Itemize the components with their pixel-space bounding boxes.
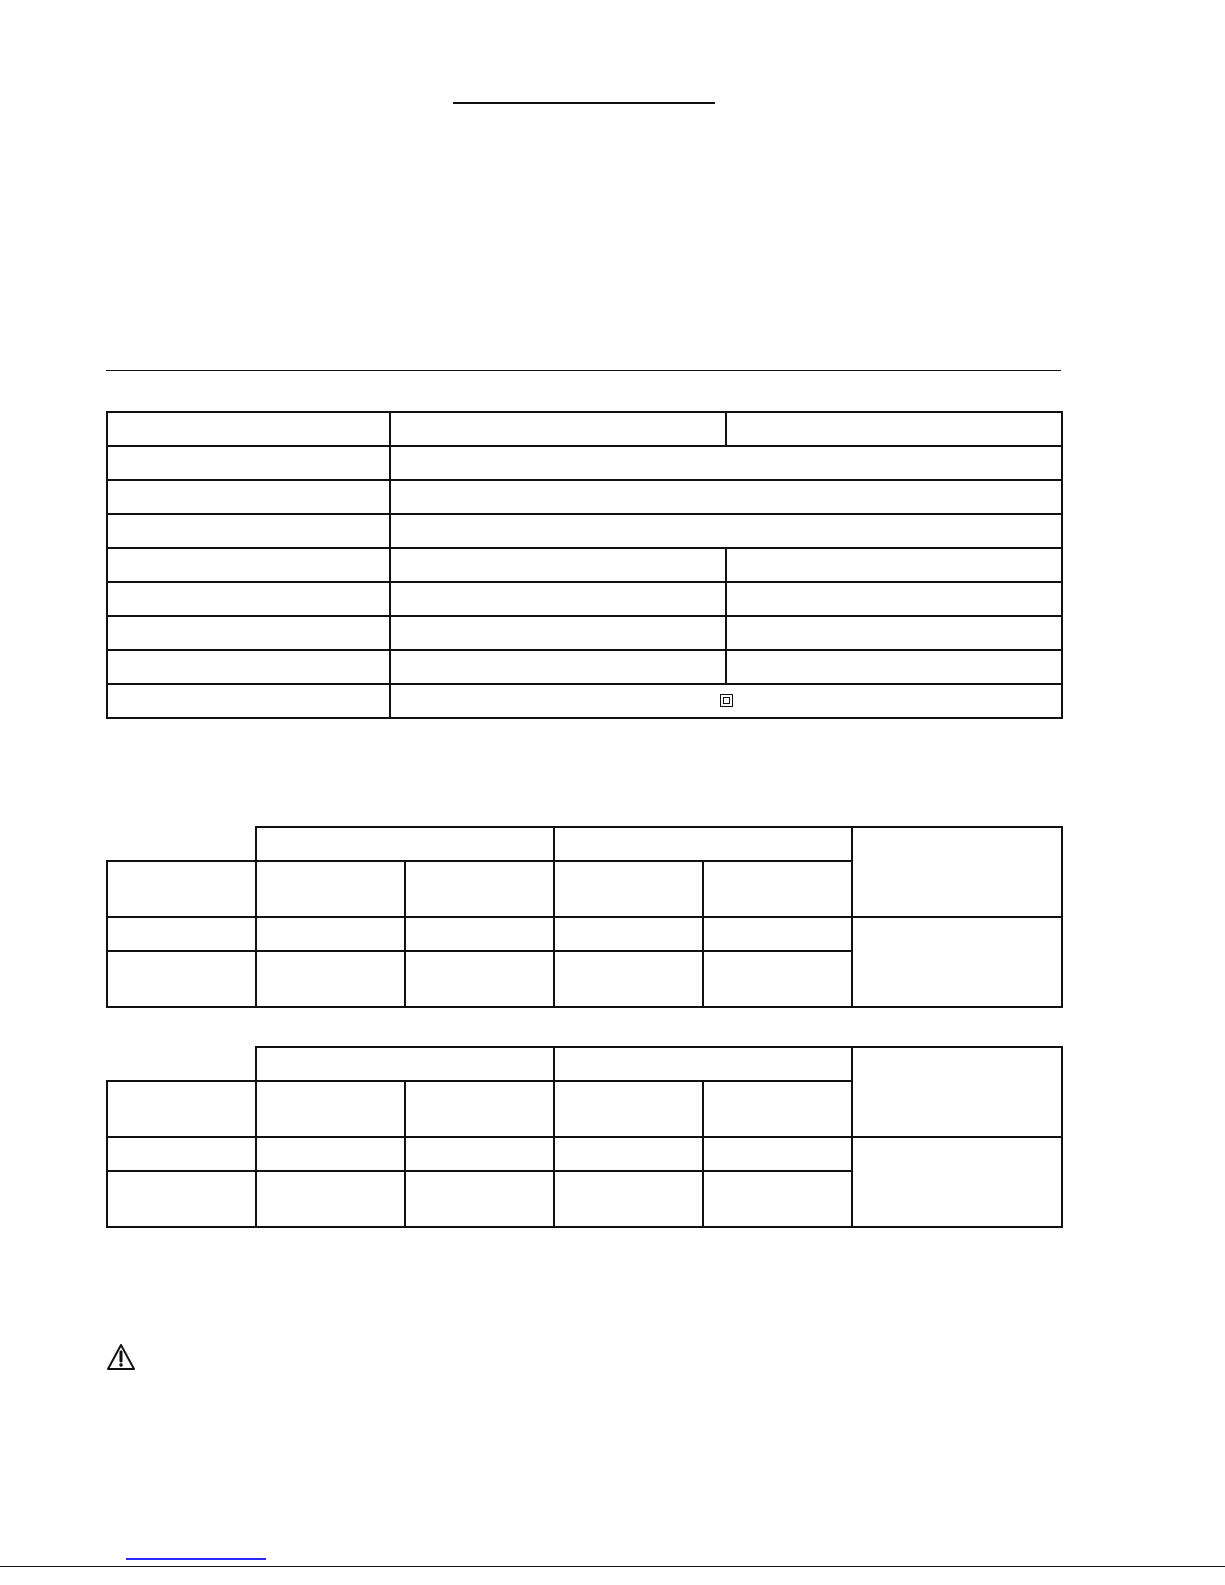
table-cell: [405, 951, 554, 1007]
table-cell: [256, 951, 405, 1007]
table-cell: [107, 1081, 256, 1137]
table-cell: [554, 1171, 703, 1227]
table-cell: [107, 582, 390, 616]
table-cell: [703, 1081, 852, 1137]
table-cell: [390, 412, 726, 446]
table-cell: [726, 548, 1062, 582]
table-row: [107, 446, 1062, 480]
table-cell: [726, 582, 1062, 616]
table-cell: [390, 514, 1062, 548]
table-cell: [703, 917, 852, 951]
footer-link-underline: [126, 1558, 266, 1560]
table-cell: [256, 1137, 405, 1171]
table-cell: [107, 412, 390, 446]
table-cell: [256, 827, 554, 861]
table-cell: [405, 1171, 554, 1227]
table-cell: [107, 951, 256, 1007]
section-divider: [106, 370, 1061, 371]
table-cell: [256, 1081, 405, 1137]
table-cell: [405, 1081, 554, 1137]
table-cell: [107, 480, 390, 514]
table-row: [107, 827, 1062, 861]
double-insulation-icon: [720, 694, 733, 707]
table-cell: [852, 1047, 1062, 1137]
table-cell: [554, 1081, 703, 1137]
table-cell: [390, 582, 726, 616]
table-cell: [554, 1137, 703, 1171]
table-row: [107, 582, 1062, 616]
table-cell: [256, 1047, 554, 1081]
table-cell: [256, 917, 405, 951]
table-cell: [405, 917, 554, 951]
title-underline: [453, 102, 715, 104]
table-cell: [390, 446, 1062, 480]
table-cell: [405, 1137, 554, 1171]
table-cell: [703, 951, 852, 1007]
table-cell: [852, 917, 1062, 1007]
table-cell: [852, 827, 1062, 917]
table-row: [107, 548, 1062, 582]
table-cell: [726, 616, 1062, 650]
table-cell: [107, 1047, 256, 1081]
table-row: [107, 917, 1062, 951]
vibration-table-1: [106, 826, 1063, 1008]
table-cell: [554, 1047, 852, 1081]
table-cell: [390, 616, 726, 650]
table-cell: [256, 861, 405, 917]
table-cell: [390, 650, 726, 684]
table-cell: [256, 1171, 405, 1227]
table-cell: [107, 514, 390, 548]
table-cell: [726, 650, 1062, 684]
table-cell: [554, 861, 703, 917]
table-cell: [107, 917, 256, 951]
table-cell: [107, 1137, 256, 1171]
table-cell: [703, 1137, 852, 1171]
warning-triangle-icon: [106, 1343, 136, 1371]
table-cell: [554, 951, 703, 1007]
table-cell: [107, 548, 390, 582]
footer-divider: [0, 1566, 1225, 1567]
table-cell: [107, 827, 256, 861]
table-cell: [107, 861, 256, 917]
table-cell: [107, 684, 390, 718]
table-cell: [107, 446, 390, 480]
table-row: [107, 616, 1062, 650]
vibration-table-2: [106, 1046, 1063, 1228]
table-cell: [554, 917, 703, 951]
table-cell: [107, 650, 390, 684]
table-row: [107, 1047, 1062, 1081]
table-cell: [390, 548, 726, 582]
table-row: [107, 684, 1062, 718]
specifications-table: [106, 411, 1063, 719]
table-cell: [107, 616, 390, 650]
table-cell: [726, 412, 1062, 446]
table-row: [107, 480, 1062, 514]
table-cell: [390, 684, 1062, 718]
table-row: [107, 412, 1062, 446]
table-cell: [107, 1171, 256, 1227]
table-cell: [703, 861, 852, 917]
table-cell: [390, 480, 1062, 514]
table-row: [107, 650, 1062, 684]
table-cell: [703, 1171, 852, 1227]
table-cell: [554, 827, 852, 861]
table-row: [107, 514, 1062, 548]
table-cell: [852, 1137, 1062, 1227]
table-row: [107, 1137, 1062, 1171]
table-cell: [405, 861, 554, 917]
